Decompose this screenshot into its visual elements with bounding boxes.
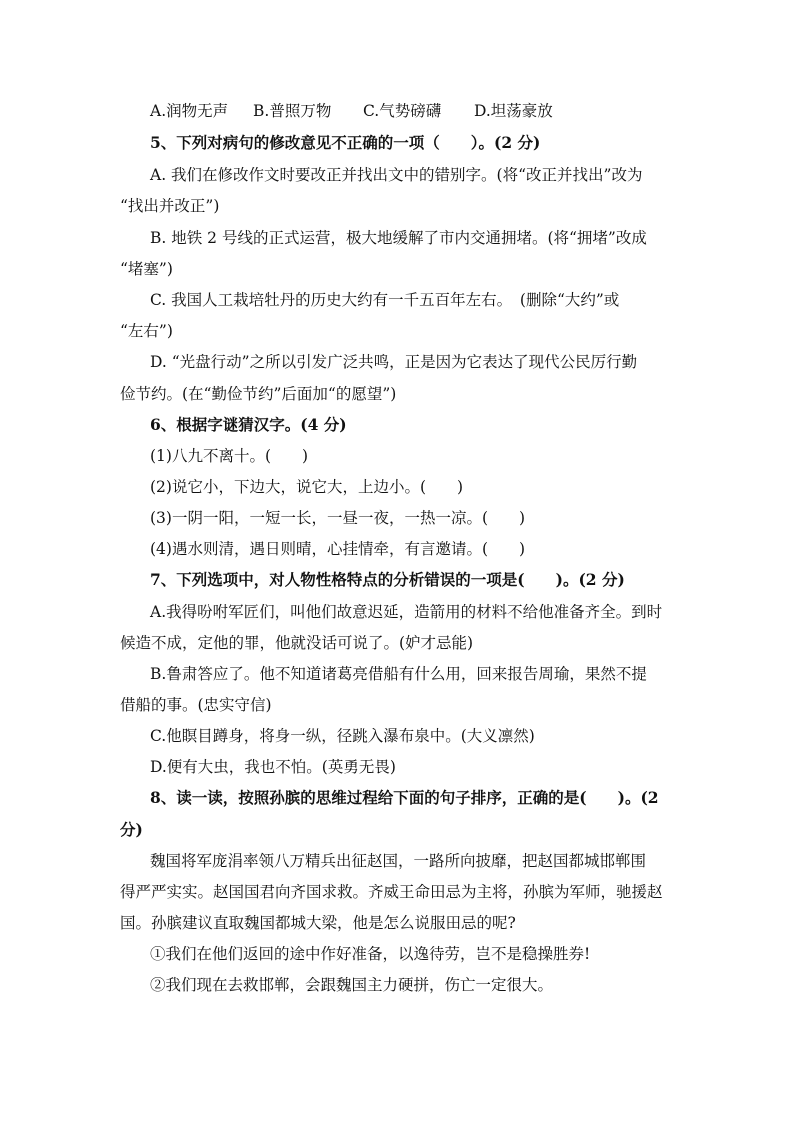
q5-option-a-line1: A. 我们在修改作文时要改正并找出文中的错别字。(将“改正并找出”改为 [150, 166, 643, 184]
q5-option-b-line2: “堵塞”) [120, 260, 173, 278]
q5-option-b-line1: B. 地铁 2 号线的正式运营，极大地缓解了市内交通拥堵。(将“拥堵”改成 [150, 229, 647, 247]
q8-sentence-1: ①我们在他们返回的途中作好准备，以逸待劳，岂不是稳操胜券! [150, 945, 591, 963]
q7-option-b-line1: B.鲁肃答应了。他不知道诸葛亮借船有什么用，回来报告周瑜，果然不提 [150, 665, 647, 683]
q5-title: 5、下列对病句的修改意见不正确的一项（ ）。(2 分) [150, 133, 541, 152]
q8-passage-line3: 国。孙膑建议直取魏国都城大梁，他是怎么说服田忌的呢? [120, 914, 516, 932]
q6-item-1: (1)八九不离十。( ) [150, 447, 309, 465]
q4-option-b: B.普照万物 [253, 102, 332, 120]
q4-option-d: D.坦荡豪放 [474, 102, 553, 120]
q7-option-d: D.便有大虫，我也不怕。(英勇无畏) [150, 758, 396, 776]
q8-title-line1: 8、读一读，按照孙膑的思维过程给下面的句子排序，正确的是( )。(2 [150, 788, 659, 807]
q5-option-a-line2: “找出并改正”) [120, 197, 220, 215]
q7-title: 7、下列选项中，对人物性格特点的分析错误的一项是( )。(2 分) [150, 570, 625, 589]
q5-option-d-line1: D. “光盘行动”之所以引发广泛共鸣，正是因为它表达了现代公民厉行勤 [150, 353, 638, 371]
q8-passage-line1: 魏国将军庞涓率领八万精兵出征赵国，一路所向披靡，把赵国都城邯郸围 [150, 852, 647, 870]
q6-item-3: (3)一阴一阳，一短一长，一昼一夜，一热一凉。( ) [150, 509, 526, 527]
q4-options [150, 101, 553, 121]
q8-passage-line2: 得严严实实。赵国国君向齐国求救。齐威王命田忌为主将，孙膑为军师，驰援赵 [120, 883, 663, 901]
q7-option-c: C.他瞑目蹲身，将身一纵，径跳入瀑布泉中。(大义凛然) [150, 727, 535, 745]
q5-option-c-line2: “左右”) [120, 322, 173, 340]
q4-option-a: A.润物无声 [150, 102, 229, 120]
q7-option-b-line2: 借船的事。(忠实守信) [120, 696, 272, 714]
q4-option-c: C.气势磅礴 [363, 102, 442, 120]
q6-item-2: (2)说它小，下边大，说它大，上边小。( ) [150, 478, 464, 496]
q8-sentence-2: ②我们现在去救邯郸，会跟魏国主力硬拼，伤亡一定很大。 [150, 976, 554, 994]
q7-option-a-line1: A.我得吩咐军匠们，叫他们故意迟延，造箭用的材料不给他准备齐全。到时 [150, 603, 663, 621]
q5-option-c-line1: C. 我国人工栽培牡丹的历史大约有一千五百年左右。 (删除“大约”或 [150, 291, 620, 309]
q5-option-d-line2: 俭节约。(在“勤俭节约”后面加“的愿望”) [120, 385, 397, 403]
q7-option-a-line2: 候造不成，定他的罪，他就没话可说了。(妒才忌能) [120, 634, 474, 652]
q8-title-line2: 分) [120, 820, 143, 839]
q6-title: 6、根据字谜猜汉字。(4 分) [150, 415, 347, 434]
q6-item-4: (4)遇水则清，遇日则晴，心挂情牵，有言邀请。( ) [150, 540, 526, 558]
